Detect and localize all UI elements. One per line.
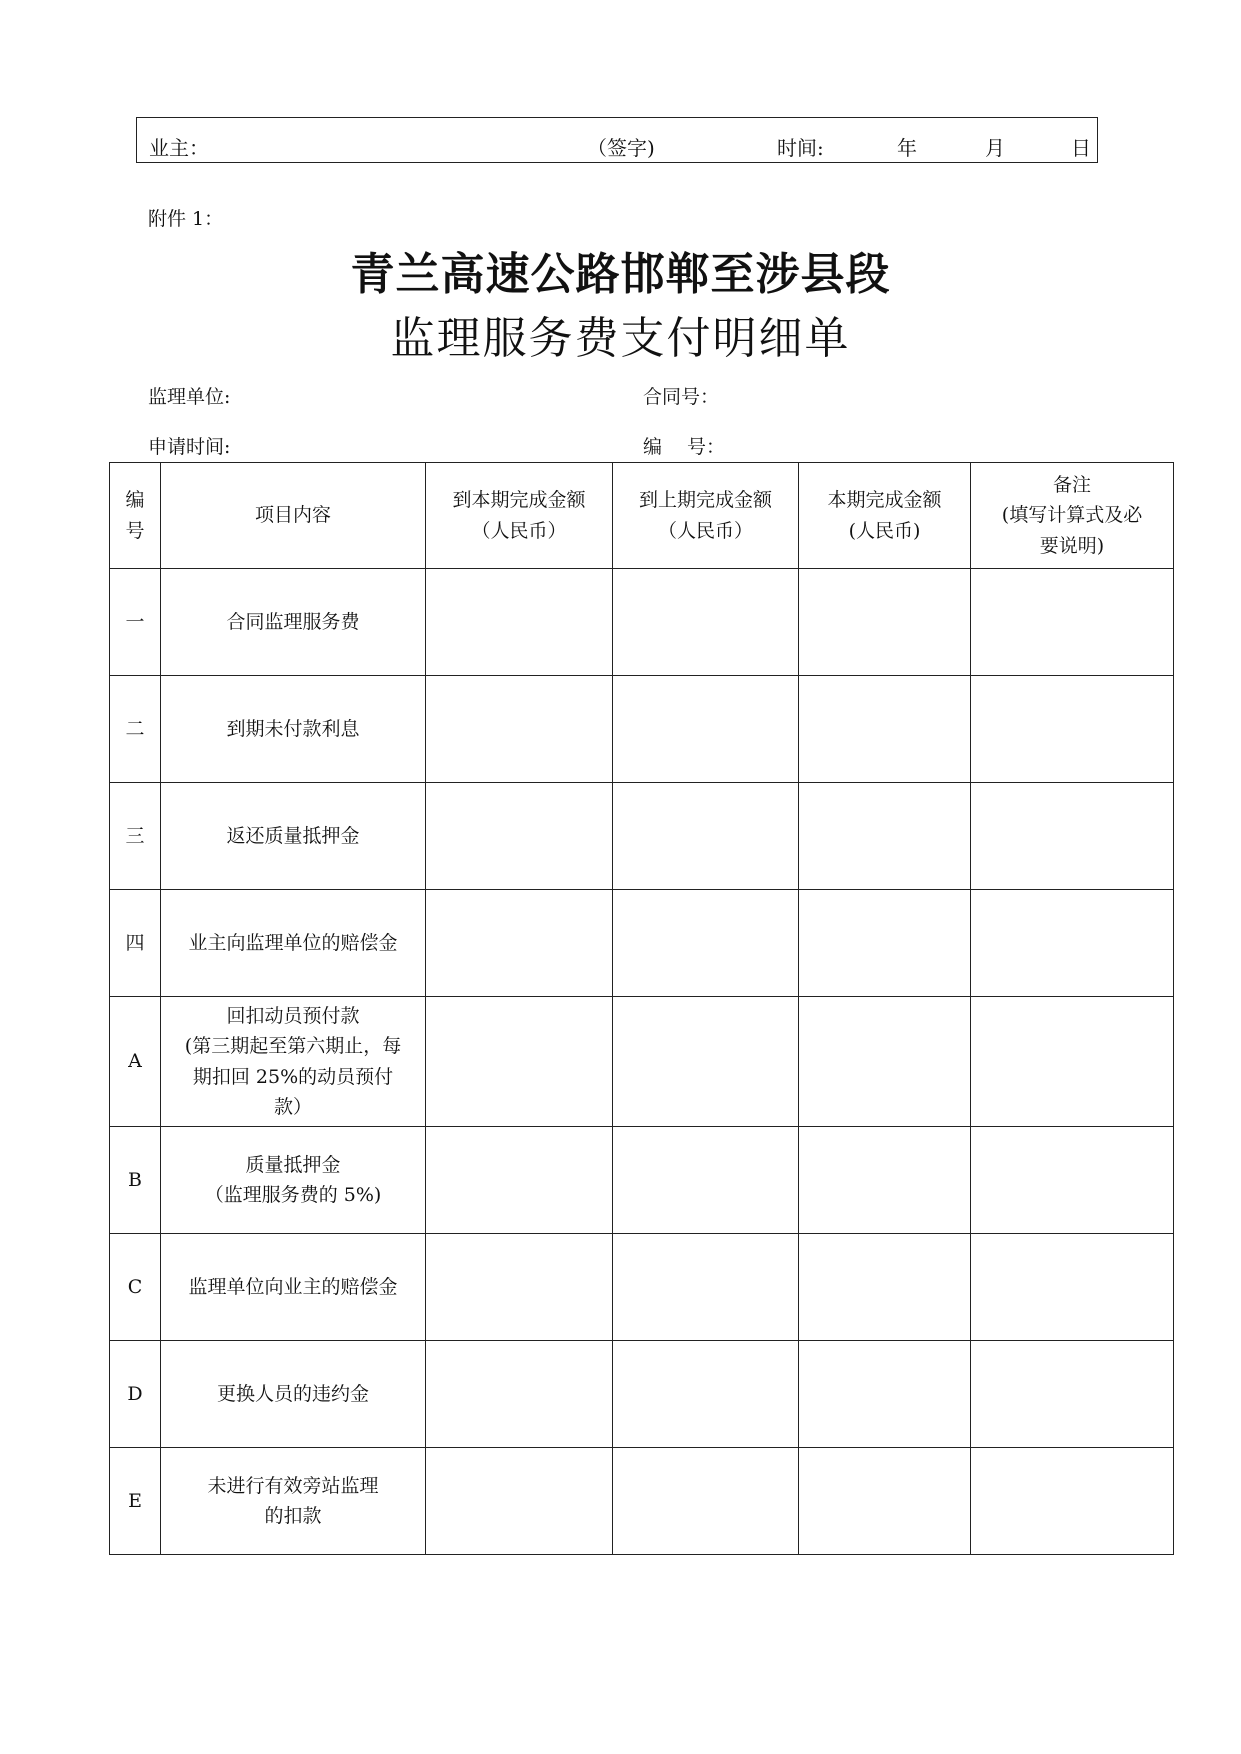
cell-remarks[interactable] (971, 1448, 1174, 1555)
cell-cumulative-previous[interactable] (613, 1448, 799, 1555)
cell-current-period[interactable] (799, 1448, 971, 1555)
row-item: 返还质量抵押金 (161, 783, 426, 890)
cell-cumulative-current[interactable] (426, 997, 613, 1127)
sign-label: （签字) (587, 136, 655, 160)
serial-no-label: 编 号： (643, 436, 726, 458)
cell-remarks[interactable] (971, 676, 1174, 783)
cell-cumulative-previous[interactable] (613, 569, 799, 676)
month-label: 月 (985, 136, 1005, 160)
table-row (110, 890, 1174, 997)
attachment-label: 附件 1： (148, 208, 224, 230)
header-cumulative-previous: 到上期完成金额 （人民币） (613, 463, 799, 569)
table-row (110, 676, 1174, 783)
cell-current-period[interactable] (799, 676, 971, 783)
owner-label: 业主： (149, 136, 209, 160)
signature-box (136, 117, 1098, 163)
header-item: 项目内容 (161, 463, 426, 569)
table-header-row (110, 463, 1174, 569)
cell-remarks[interactable] (971, 997, 1174, 1127)
header-cumulative-current: 到本期完成金额 （人民币） (426, 463, 613, 569)
row-no: A (110, 997, 161, 1127)
cell-cumulative-current[interactable] (426, 1234, 613, 1341)
cell-remarks[interactable] (971, 890, 1174, 997)
table-row (110, 1127, 1174, 1234)
row-item: 更换人员的违约金 (161, 1341, 426, 1448)
row-item: 到期未付款利息 (161, 676, 426, 783)
row-item: 业主向监理单位的赔偿金 (161, 890, 426, 997)
table-row (110, 1448, 1174, 1555)
header-no: 编 号 (110, 463, 161, 569)
document-title: 青兰高速公路邯郸至涉县段 (350, 249, 891, 300)
contract-no-label: 合同号： (643, 386, 720, 408)
row-no: B (110, 1127, 161, 1234)
row-no: C (110, 1234, 161, 1341)
row-no: 三 (110, 783, 161, 890)
table-row (110, 997, 1174, 1127)
cell-cumulative-current[interactable] (426, 783, 613, 890)
table-row (110, 1234, 1174, 1341)
year-label: 年 (897, 136, 917, 160)
row-no: E (110, 1448, 161, 1555)
cell-cumulative-current[interactable] (426, 569, 613, 676)
document-subtitle: 监理服务费支付明细单 (390, 313, 851, 364)
cell-cumulative-previous[interactable] (613, 783, 799, 890)
cell-cumulative-previous[interactable] (613, 1127, 799, 1234)
row-item: 质量抵押金 （监理服务费的 5%) (161, 1127, 426, 1234)
day-label: 日 (1071, 136, 1091, 160)
cell-cumulative-previous[interactable] (613, 676, 799, 783)
cell-current-period[interactable] (799, 569, 971, 676)
cell-cumulative-current[interactable] (426, 676, 613, 783)
row-no: D (110, 1341, 161, 1448)
row-item: 监理单位向业主的赔偿金 (161, 1234, 426, 1341)
cell-cumulative-current[interactable] (426, 1127, 613, 1234)
row-no: 一 (110, 569, 161, 676)
time-label: 时间: (777, 136, 824, 160)
cell-remarks[interactable] (971, 1127, 1174, 1234)
cell-current-period[interactable] (799, 997, 971, 1127)
cell-cumulative-previous[interactable] (613, 1234, 799, 1341)
cell-cumulative-previous[interactable] (613, 890, 799, 997)
row-item: 未进行有效旁站监理 的扣款 (161, 1448, 426, 1555)
header-current-period: 本期完成金额 (人民币) (799, 463, 971, 569)
cell-remarks[interactable] (971, 1341, 1174, 1448)
cell-remarks[interactable] (971, 1234, 1174, 1341)
cell-cumulative-previous[interactable] (613, 997, 799, 1127)
cell-remarks[interactable] (971, 783, 1174, 890)
cell-current-period[interactable] (799, 1127, 971, 1234)
supervisor-unit-label: 监理单位: (148, 386, 231, 408)
cell-current-period[interactable] (799, 890, 971, 997)
cell-current-period[interactable] (799, 783, 971, 890)
row-item: 合同监理服务费 (161, 569, 426, 676)
cell-current-period[interactable] (799, 1234, 971, 1341)
table-row (110, 1341, 1174, 1448)
row-no: 四 (110, 890, 161, 997)
cell-current-period[interactable] (799, 1341, 971, 1448)
cell-cumulative-previous[interactable] (613, 1341, 799, 1448)
cell-cumulative-current[interactable] (426, 1341, 613, 1448)
table-row (110, 783, 1174, 890)
apply-time-label: 申请时间: (148, 436, 231, 458)
cell-cumulative-current[interactable] (426, 1448, 613, 1555)
header-remarks: 备注 (填写计算式及必 要说明) (971, 463, 1174, 569)
payment-detail-table (109, 462, 1174, 1555)
table-row (110, 569, 1174, 676)
row-no: 二 (110, 676, 161, 783)
cell-cumulative-current[interactable] (426, 890, 613, 997)
row-item: 回扣动员预付款 (第三期起至第六期止，每 期扣回 25%的动员预付 款） (161, 997, 426, 1127)
cell-remarks[interactable] (971, 569, 1174, 676)
